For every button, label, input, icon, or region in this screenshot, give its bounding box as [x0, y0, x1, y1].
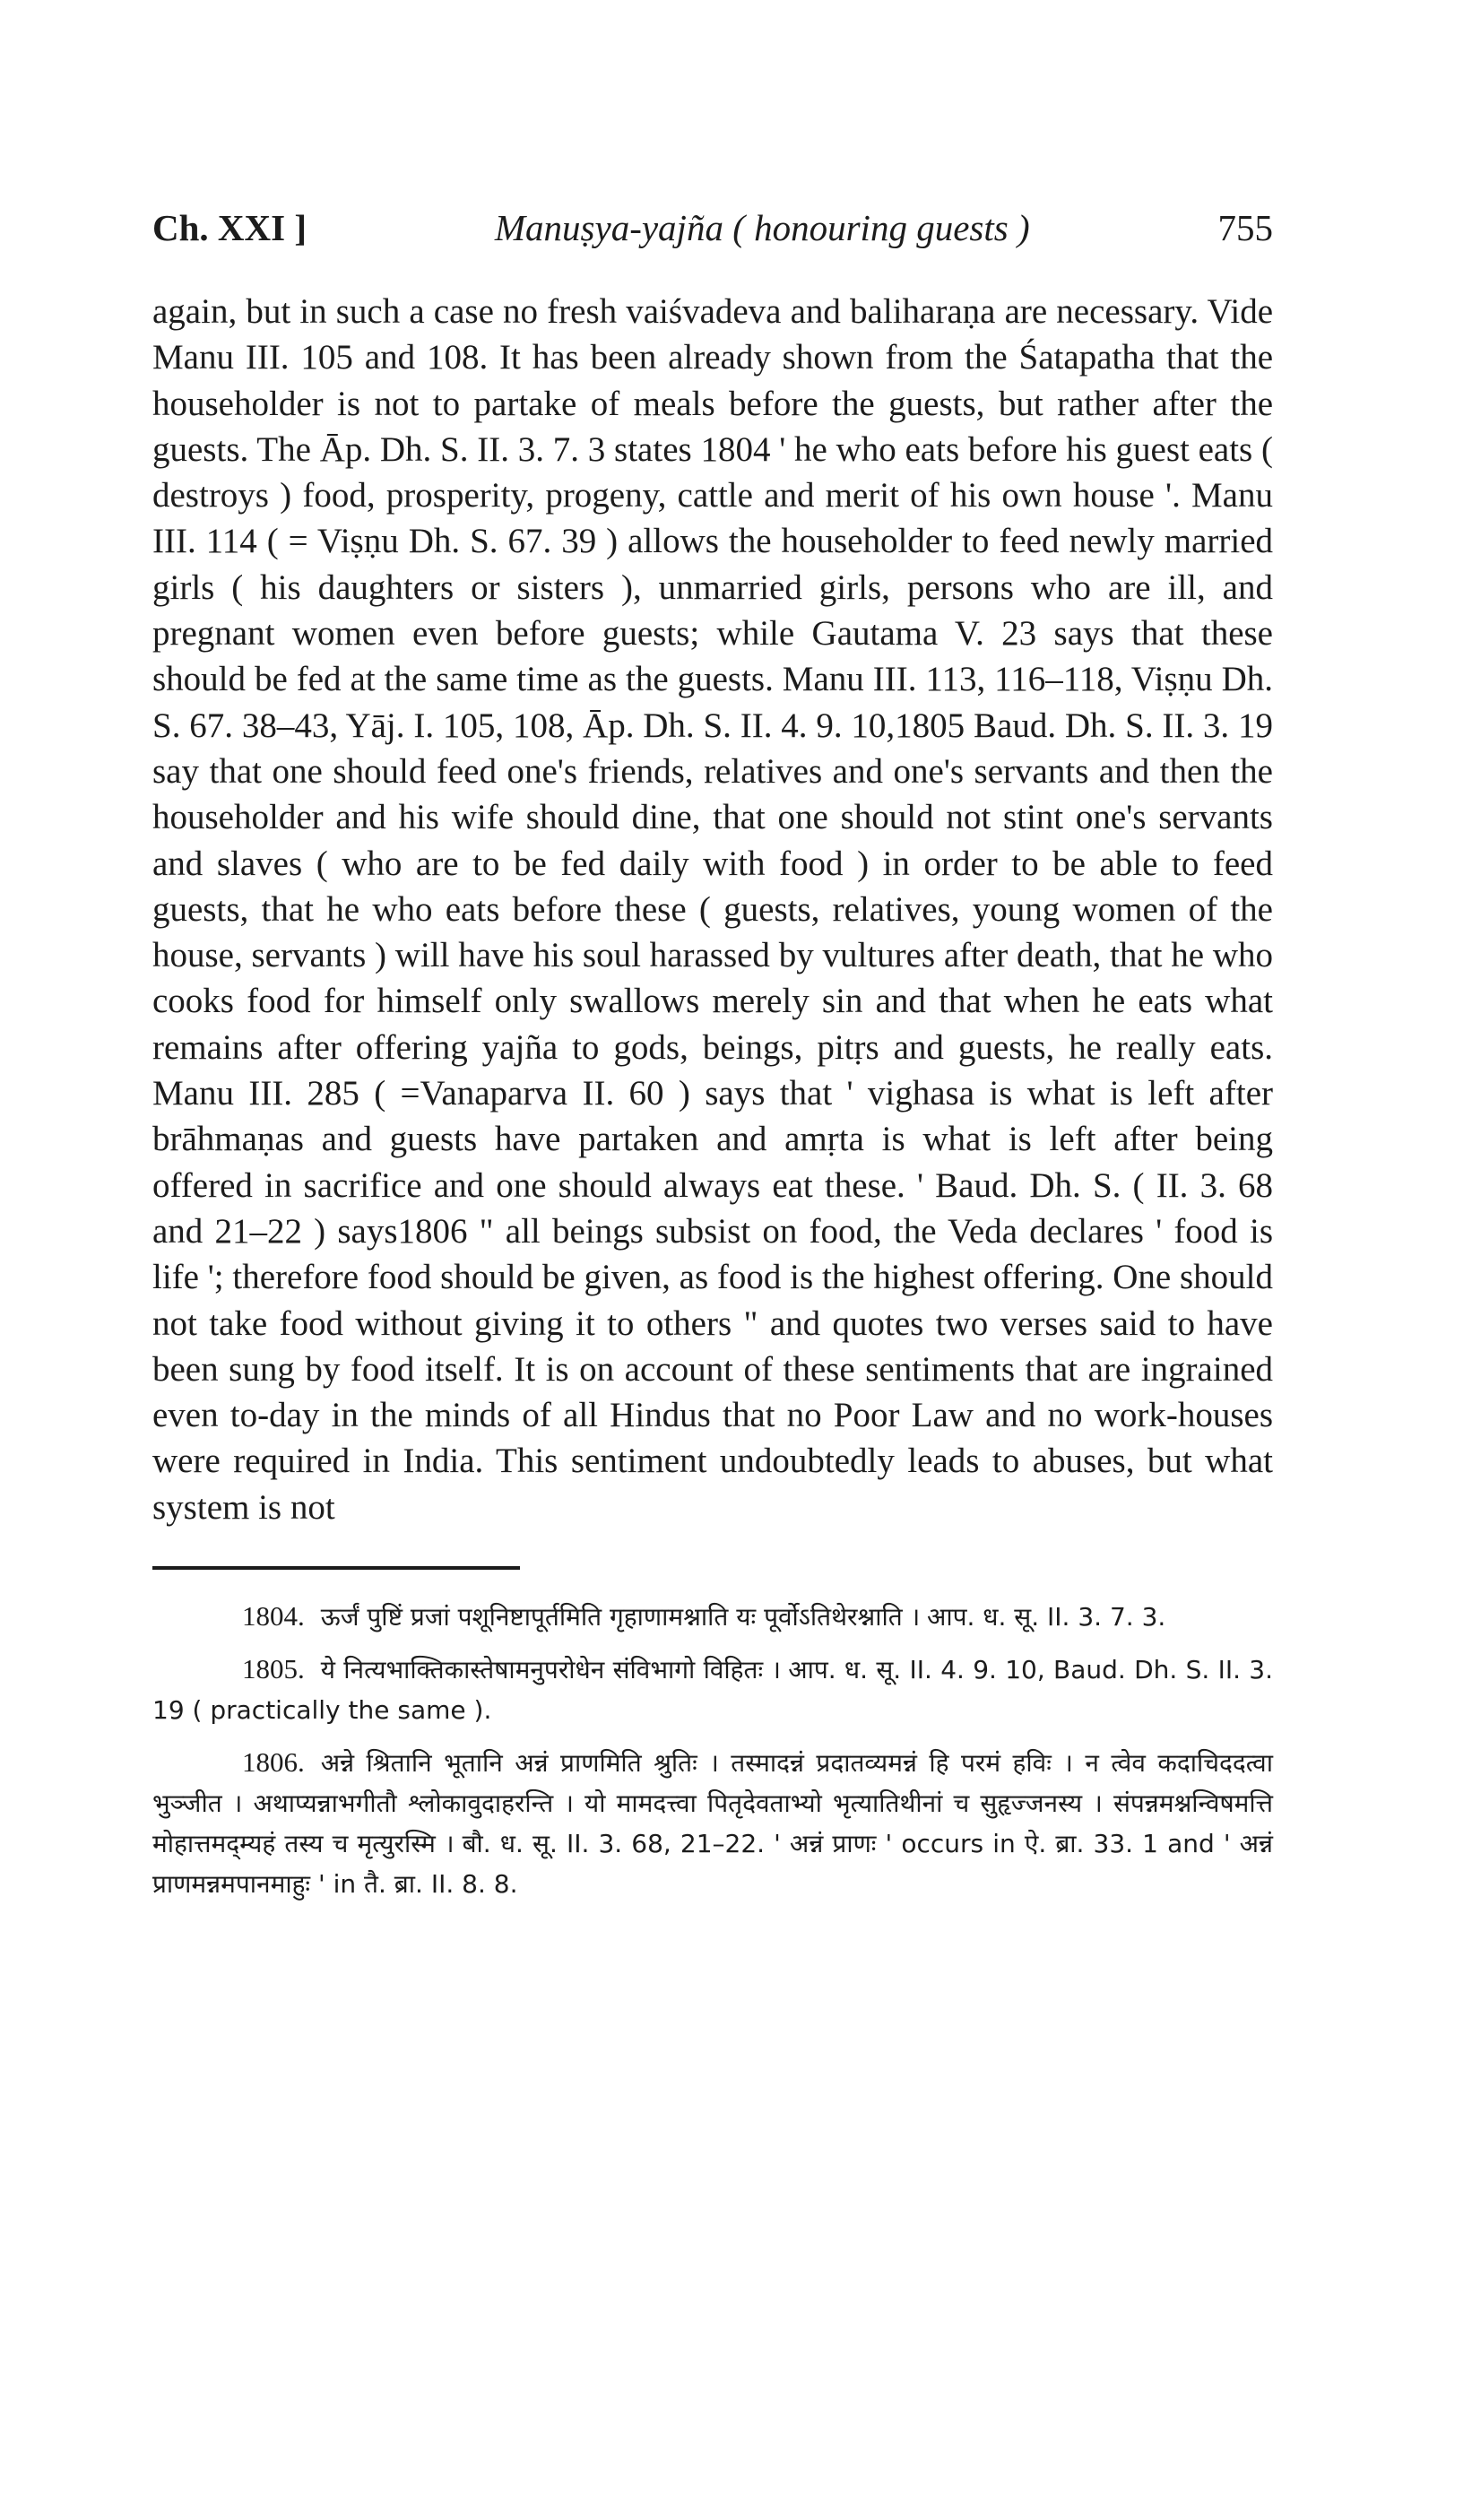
page-number: 755 — [1217, 207, 1273, 248]
chapter-label: Ch. XXI ] — [152, 207, 307, 248]
footnote-reference: आप. ध. सू. II. 4. 9. 10, Baud. Dh. S. II. 3. 19 ( practically the same ). — [152, 1655, 1274, 1726]
footnote-number: 1805. — [242, 1653, 305, 1685]
running-title: Manuṣya-yajña ( honouring guests ) — [494, 207, 1030, 248]
footnote-1806 — [152, 1743, 1273, 1904]
footnote-number: 1806. — [242, 1746, 305, 1779]
footnote-reference: आप. ध. सू. II. 3. 7. 3. — [926, 1602, 1166, 1632]
footnote-sanskrit: ऊर्जं पुष्टिं प्रजां पशूनिष्टापूर्तमिति गृहाणामश्नाति यः पूर्वोऽतिथेरश्नाति । — [320, 1602, 921, 1632]
footnote-sanskrit: अन्ने श्रितानि भूतानि अन्नं प्राणमिति श्रुतिः । तस्मादन्नं प्रदातव्यमन्नं हि परमं हविः । न त्वेव कदाचिददत्वा भुञ्जीत । अथाप्यन्नाभगीतौ श्लोकावुदाहरन्ति । यो मामदत्त्वा पितृदेवताभ्यो भृत्यातिथीनां च सुहृज्जनस्य । संपन्नमश्नन्विषमत्ति मोहात्तमद्म्यहं तस्य च मृत्युरस्मि । — [152, 1748, 1273, 1859]
footnote-1804 — [152, 1597, 1273, 1637]
footnote-number: 1804. — [242, 1600, 305, 1632]
footnote-1805 — [152, 1650, 1273, 1730]
footnotes — [152, 1597, 1273, 1904]
running-header — [152, 206, 1273, 269]
main-paragraph: again, but in such a case no fresh vaiśvadeva and baliharaṇa are necessary. Vide Manu III. 105 and 108. It has been already shown from the Śatapatha that the householder is not to partake of meals before the guests, but rather after the guests. The Āp. Dh. S. II. 3. 7. 3 states 1804 ' he who eats before his guest eats ( destroys ) food, prosperity, progeny, cattle and merit of his own house '. Manu III. 114 ( = Viṣṇu Dh. S. 67. 39 ) allows the householder to feed newly married girls ( his daughters or sisters ), unmarried girls, persons who are ill, and pregnant women even before guests; while Gautama V. 23 says that these should be fed at the same time as the guests. Manu III. 113, 116–118, Viṣṇu Dh. S. 67. 38–43, Yāj. I. 105, 108, Āp. Dh. S. II. 4. 9. 10,1805 Baud. Dh. S. II. 3. 19 say that one should feed one's friends, relatives and one's servants and then the householder and his wife should dine, that one should not stint one's servants and slaves ( who are to be fed daily with food ) in order to be able to feed guests, that he who eats before these ( guests, relatives, young women of the house, servants ) will have his soul harassed by vultures after death, that he who cooks food for himself only swallows merely sin and that when he eats what remains after offering yajña to gods, beings, pitṛs and guests, he really eats. Manu III. 285 ( =Vanaparva II. 60 ) says that ' vighasa is what is left after brāhmaṇas and guests have partaken and amṛta is what is left after being offered in sacrifice and one should always eat these. ' Baud. Dh. S. ( II. 3. 68 and 21–22 ) says1806 " all beings subsist on food, the Veda declares ' food is life '; therefore food should be given, as food is the highest offering. One should not take food without giving it to others " and quotes two verses said to have been sung by food itself. It is on account of these sentiments that are ingrained even to-day in the minds of all Hindus that no Poor Law and no work-houses were required in India. This sentiment undoubtedly leads to abuses, but what system is not — [152, 292, 1273, 1527]
book-page — [152, 206, 1273, 1917]
footnote-reference: बौ. ध. सू. II. 3. 68, 21–22. ' अन्नं प्राणः ' occurs in ऐ. ब्रा. 33. 1 and ' अन्नं प्राणमन्नमपानमाहुः ' in तै. ब्रा. II. 8. 8. — [152, 1829, 1274, 1900]
footnote-sanskrit: ये नित्यभाक्तिकास्तेषामनुपरोधेन संविभागो विहितः । — [320, 1655, 782, 1685]
footnote-rule — [152, 1566, 520, 1570]
